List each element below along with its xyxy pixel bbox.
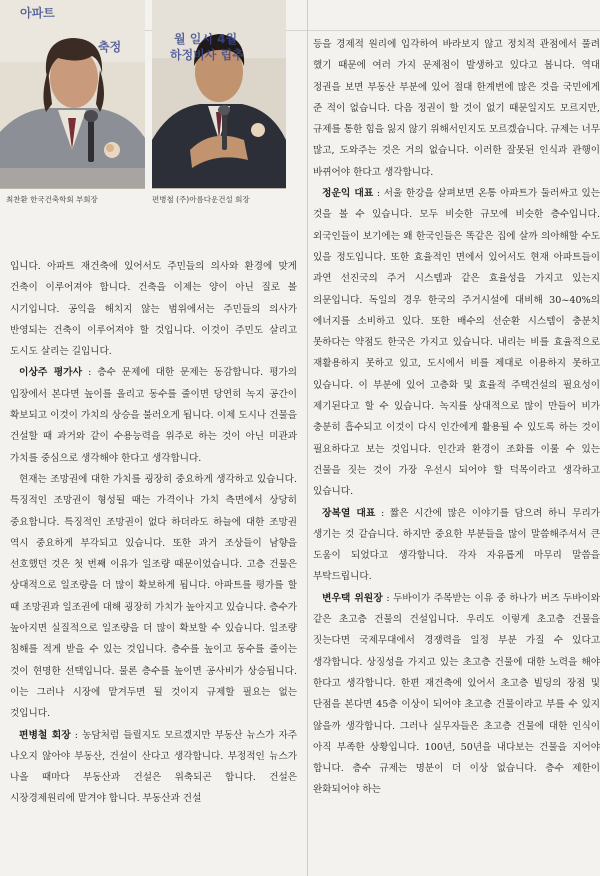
paragraph: [313, 183, 600, 502]
paragraph-text: : 두바이가 주목받는 이유 중 하나가 버즈 두바이와 같은 초고층 건물의 건설입니다. 우리도 이렇게 초고층 건물을 짓는다면 국제무대에서 경쟁력을 일정 부분 가질 수 있다고 생각합니다. 상징성을 가지고 있는 초고층 건물에 대한 노력을 해야 한다고 생각합니다. 한편 재건축에 있어서 초고층 빌딩의 장점 및 단점을 본다면 45층 이상이 되어야 초고층 건물이라고 부를 수 있지 않을까 생각합니다. 그러나 실무자들은 초고층 건물에 대한 인식이 아직 부족한 상황입니다. 100년, 50년을 내다보는 건물을 지어야 합니다. 층수 규제는 명분이 더 이상 없습니다. 층수 제한이 완화되어야 하는: [313, 592, 600, 796]
paragraph-text: : 층수 문제에 대한 문제는 동감합니다. 평가의 입장에서 본다면 높이를 올리고 동수를 줄이면 당연히 녹지 공간이 확보되고 이것이 가치의 상승을 불러오게 됩니다. 이제 도시나 건물을 건설할 때 과거와 같이 수용능력을 위주로 하는 것이 아닌 미관과 가치를 중심으로 생각해야 한다고 생각합니다.: [10, 367, 297, 464]
speaker-name: 정운익 대표: [322, 188, 374, 200]
banner-text: 월 일시 4월: [174, 32, 238, 46]
paragraph-text: 등을 경제적 원리에 입각하여 바라보지 않고 정치적 관점에서 풀려 했기 때문에 여러 가지 문제점이 발생하고 있다고 봅니다. 역대 정권을 보면 부동산 부분에 있어 절대 한계번에 많은 것을 국민에게 준 적이 없습니다. 다음 정권이 할 것이 없기 때문일지도 모르지만, 규제를 통한 힘을 잃지 않기 위해서인지도 모르겠습니다. 규제는 너무 많고, 도와주는 것은 거의 없습니다. 이러한 잘못된 인식과 관행이 바뀌어야 한다고 생각합니다.: [313, 39, 600, 178]
banner-text: 축정: [98, 40, 122, 54]
portrait-illustration: [0, 0, 145, 188]
photo-choi-chanhwan: [0, 0, 145, 189]
paragraph-text: 입니다. 아파트 재건축에 있어서도 주민들의 의사와 환경에 맞게 건축이 이루어져야 합니다. 건축을 이제는 양이 아닌 질로 볼 시기입니다. 공익을 해치지 않는 범위에서는 주민들의 의사가 반영되는 건축이 이루어져야 할 것입니다. 이것이 주민도 살리고 도시도 살리는 길입니다.: [10, 261, 297, 358]
left-text-column: [10, 256, 297, 810]
paragraph: [10, 469, 297, 725]
speaker-name: 이상주 평가사: [19, 367, 83, 379]
speaker-name: 장복열 대표: [322, 507, 376, 519]
right-text-column: [313, 34, 600, 801]
photo-pyeon-byungcheol: [152, 0, 286, 189]
paragraph: [10, 256, 297, 362]
photo-caption-1: 최찬환 한국건축학회 부회장: [6, 195, 98, 204]
paragraph-text: 현재는 조망권에 대한 가치를 굉장히 중요하게 생각하고 있습니다. 특징적인 조망권이 형성될 때는 가격이나 가치 측면에서 상당히 중요합니다. 특징적인 조망권이 없다 하더라도 하늘에 대한 조망권 역시 중요하게 부각되고 있습니다. 또한 과거 조상들이 남향을 선호했던 것은 첫 번째 이유가 일조량 때문이었습니다. 고층 건물은 상대적으로 일조량을 더 많이 확보하게 됩니다. 아파트를 평가를 할 때 조망권과 일조권에 대해 굉장히 가치가 높아지고 있습니다. 층수가 높아지면 실질적으로 일조량을 더 많이 확보할 수 있습니다. 일조량 침해를 적게 받을 수 있는 것입니다. 층수를 높이고 동수를 줄이는 것이 현명한 선택입니다. 물론 층수를 높이면 공사비가 상승됩니다. 이는 그러나 시장에 맡겨두면 될 것이지 규제할 필요는 없는 것입니다.: [10, 473, 297, 720]
speaker-name: 변우택 위원장: [322, 592, 383, 604]
paragraph: [313, 34, 600, 183]
photo-caption-2: 편병철 (주)아름다운건설 회장: [152, 195, 250, 204]
speaker-name: 편병철 회장: [19, 729, 71, 741]
paragraph-text: : 짧은 시간에 많은 이야기를 담으려 하니 무리가 생기는 것 같습니다. 하지만 중요한 부분들을 많이 말씀해주셔서 큰 도움이 되었다고 생각합니다. 각자 자유롭게 마무리 말씀을 부탁드립니다.: [313, 507, 600, 583]
banner-text: 아파트: [20, 6, 55, 20]
paragraph: [10, 725, 297, 810]
paragraph: [313, 588, 600, 801]
portrait-illustration: [152, 0, 286, 188]
paragraph: [313, 503, 600, 588]
banner-text: 하정비사 립추: [170, 48, 244, 62]
paragraph-text: : 농담처럼 들릴지도 모르겠지만 부동산 뉴스가 자주 나오지 않아야 부동산, 건설이 산다고 생각합니다. 부정적인 뉴스가 나올 때마다 부동산과 건설은 위축되곤 합니다. 건설은 시장경제원리에 맡겨야 합니다. 부동산과 건설: [10, 729, 298, 805]
paragraph: [10, 362, 297, 468]
paragraph-text: : 서울 한강을 살펴보면 온통 아파트가 둘러싸고 있는 것을 볼 수 있습니다. 모두 비슷한 규모에 비슷한 층수입니다. 외국인들이 보기에는 왜 한국인들은 똑같은 집에 살까 의아해할 수도 있을 정도입니다. 또한 효율적인 면에서 있어서도 현재 아파트들이 과연 선진국의 주거 시스템과 같은 효율성을 가지고 있는지 의문입니다. 독일의 경우 한국의 주거시설에 대비해 30~40%의 에너지를 소비하고 있다. 또한 배수의 선순환 시스템이 충분치 못하다는 약점도 한국은 가지고 있습니다. 내리는 비를 효율적으로 재활용하지 못하고 있고, 도시에서 비를 제대로 이용하지 못하고 있습니다. 이 부분에 있어 고층화 및 효율적 주택건설의 필요성이 제기된다고 할 수 있습니다. 녹지를 상대적으로 많이 만들어 비가 충분히 흡수되고 이것이 다시 인간에게 활용될 수 있도록 하는 것이 필요하다고 보는 것입니다. 인간과 환경이 조화를 이룰 수 있는 건물을 짓는 것이 가장 우선시 되어야 할 덕목이라고 생각하고 있습니다.: [313, 188, 600, 498]
column-divider: [307, 0, 308, 876]
